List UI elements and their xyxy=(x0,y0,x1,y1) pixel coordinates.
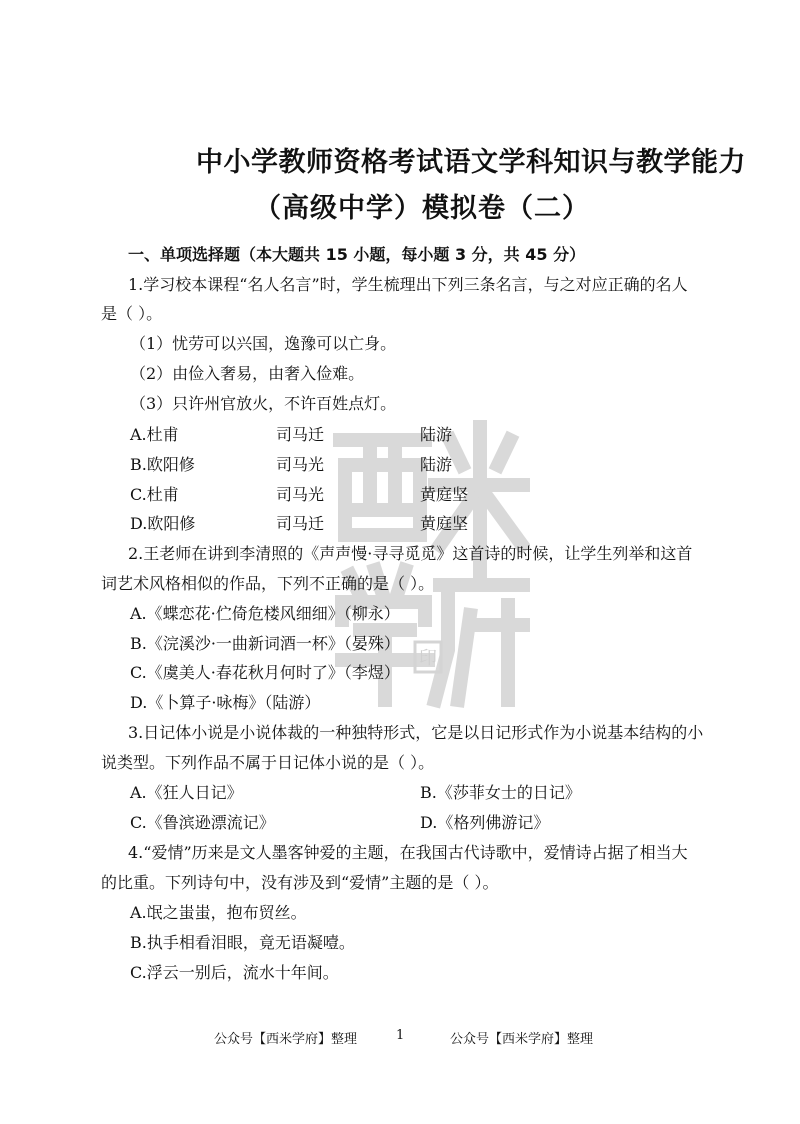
seal-glyph: 印 xyxy=(419,648,437,669)
question-1-item: （1）忧劳可以兴国，逸豫可以亡身。 xyxy=(130,334,397,353)
question-4-option: A.氓之蚩蚩，抱布贸丝。 xyxy=(130,903,307,922)
question-1-option-col3: 陆游 xyxy=(420,425,453,444)
question-1-option-col3: 黄庭坚 xyxy=(420,514,469,533)
page-title: 中小学教师资格考试语文学科知识与教学能力 xyxy=(196,147,746,178)
question-2-option: D.《卜算子·咏梅》（陆游） xyxy=(130,693,321,712)
question-1-item: （2）由俭入奢易，由奢入俭难。 xyxy=(130,364,365,383)
question-1-stem-cont: 是（ ）。 xyxy=(101,304,163,323)
question-3-option: C.《鲁滨逊漂流记》 xyxy=(130,813,275,832)
question-3-stem: 3.日记体小说是小说体裁的一种独特形式，它是以日记形式作为小说基本结构的小 xyxy=(128,723,704,742)
question-1-option-col2: 司马迁 xyxy=(276,514,325,533)
question-4-stem: 4.“爱情”历来是文人墨客钟爱的主题，在我国古代诗歌中，爱情诗占据了相当大 xyxy=(128,843,688,862)
question-4-option: B.执手相看泪眼，竟无语凝噎。 xyxy=(130,933,355,952)
question-1-option-col2: 司马光 xyxy=(276,455,325,474)
question-2-option: B.《浣溪沙·一曲新词酒一杯》（晏殊） xyxy=(130,634,400,653)
page-subtitle: （高级中学）模拟卷（二） xyxy=(254,193,590,224)
question-1-option-col3: 陆游 xyxy=(420,455,453,474)
question-1-option-label: A.杜甫 xyxy=(130,425,179,444)
question-1-option-col2: 司马光 xyxy=(276,485,325,504)
question-1-option-label: C.杜甫 xyxy=(130,485,179,504)
question-2-option: C.《虞美人·春花秋月何时了》（李煜） xyxy=(130,663,400,682)
question-4-option: C.浮云一别后，流水十年间。 xyxy=(130,963,339,982)
question-4-stem-cont: 的比重。下列诗句中，没有涉及到“爱情”主题的是（ ）。 xyxy=(101,873,499,892)
question-1-option-col3: 黄庭坚 xyxy=(420,485,469,504)
footer-left-credit: 公众号【西米学府】整理 xyxy=(214,1032,358,1047)
page-number: 1 xyxy=(396,1028,405,1043)
question-3-option: B.《莎菲女士的日记》 xyxy=(420,783,581,802)
question-1-option-label: B.欧阳修 xyxy=(130,455,195,474)
section-heading: 一、单项选择题（本大题共 15 小题，每小题 3 分，共 45 分） xyxy=(128,245,586,264)
question-2-stem: 2.王老师在讲到李清照的《声声慢·寻寻觅觅》这首诗的时候，让学生列举和这首 xyxy=(128,544,693,563)
question-3-option: D.《格列佛游记》 xyxy=(420,813,550,832)
question-3-stem-cont: 说类型。下列作品不属于日记体小说的是（ ）。 xyxy=(101,753,435,772)
question-2-stem-cont: 词艺术风格相似的作品，下列不正确的是（ ）。 xyxy=(101,574,435,593)
question-1-item: （3）只许州官放火，不许百姓点灯。 xyxy=(130,394,397,413)
question-1-stem: 1.学习校本课程“名人名言”时，学生梳理出下列三条名言，与之对应正确的名人 xyxy=(128,275,688,294)
question-3-option: A.《狂人日记》 xyxy=(130,783,243,802)
question-1-option-label: D.欧阳修 xyxy=(130,514,196,533)
question-2-option: A.《蝶恋花·伫倚危楼风细细》（柳永） xyxy=(130,604,400,623)
question-1-option-col2: 司马迁 xyxy=(276,425,325,444)
footer-right-credit: 公众号【西米学府】整理 xyxy=(450,1032,594,1047)
